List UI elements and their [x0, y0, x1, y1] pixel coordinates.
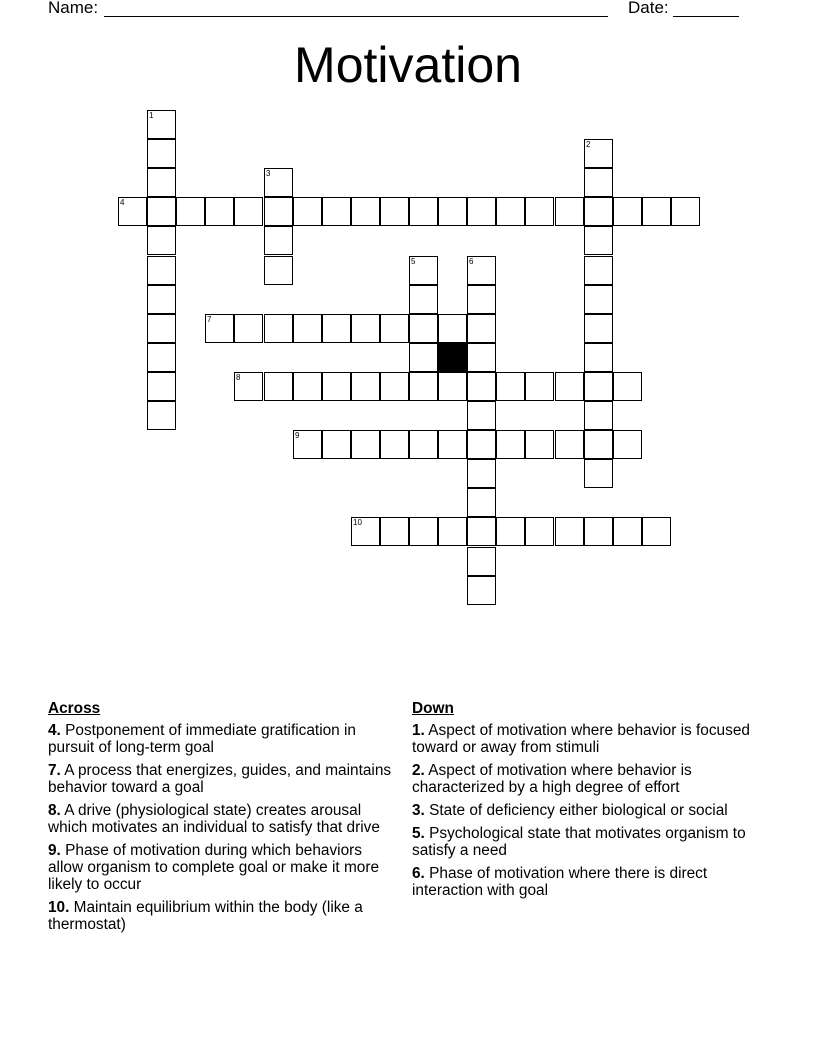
clue-item-text: A process that energizes, guides, and maintains behavior toward a goal: [48, 762, 392, 796]
grid-cell[interactable]: [555, 430, 584, 459]
clue-item: [412, 865, 762, 899]
grid-cell[interactable]: [409, 517, 438, 546]
grid-cell[interactable]: [438, 314, 467, 343]
across-heading: Across: [48, 700, 101, 717]
clue-number: 5: [411, 257, 416, 266]
grid-cell[interactable]: [380, 517, 409, 546]
grid-cell[interactable]: [584, 139, 613, 168]
grid-cell[interactable]: [555, 372, 584, 401]
grid-cell[interactable]: [351, 517, 380, 546]
grid-cell[interactable]: [234, 197, 263, 226]
clue-item-number: 3.: [412, 802, 425, 819]
grid-cell[interactable]: [467, 459, 496, 488]
clue-item: [48, 802, 400, 836]
clue-item: [412, 802, 762, 819]
grid-cell[interactable]: [205, 197, 234, 226]
clue-item-text: Aspect of motivation where behavior is characterized by a high degree of effort: [412, 762, 692, 796]
clue-item: [412, 762, 762, 796]
grid-cell[interactable]: [584, 430, 613, 459]
grid-cell[interactable]: [467, 576, 496, 605]
grid-cell[interactable]: [584, 343, 613, 372]
grid-cell[interactable]: [642, 517, 671, 546]
grid-cell[interactable]: [264, 314, 293, 343]
grid-cell[interactable]: [409, 285, 438, 314]
grid-cell[interactable]: [584, 401, 613, 430]
grid-cell[interactable]: [264, 256, 293, 285]
grid-cell[interactable]: [555, 517, 584, 546]
grid-cell[interactable]: [147, 139, 176, 168]
grid-cell[interactable]: [264, 372, 293, 401]
down-clues: [412, 700, 762, 905]
grid-cell[interactable]: [525, 197, 554, 226]
grid-cell[interactable]: [147, 285, 176, 314]
clue-item: [48, 722, 400, 756]
grid-cell[interactable]: [525, 372, 554, 401]
grid-cell[interactable]: [584, 285, 613, 314]
grid-cell[interactable]: [147, 343, 176, 372]
grid-cell[interactable]: [380, 430, 409, 459]
down-clue-list: [412, 722, 762, 899]
across-clue-list: [48, 722, 400, 933]
clue-item-text: Psychological state that motivates organism to satisfy a need: [412, 825, 746, 859]
grid-cell[interactable]: [147, 401, 176, 430]
grid-cell[interactable]: [264, 226, 293, 255]
grid-cell[interactable]: [293, 372, 322, 401]
grid-cell[interactable]: [322, 430, 351, 459]
clue-item-text: Phase of motivation where there is direct interaction with goal: [412, 865, 708, 899]
clue-number: 10: [353, 518, 362, 527]
grid-cell[interactable]: [322, 197, 351, 226]
grid-cell[interactable]: [584, 197, 613, 226]
grid-cell[interactable]: [147, 110, 176, 139]
grid-cell[interactable]: [264, 197, 293, 226]
date-label: Date:: [628, 0, 669, 17]
grid-cell[interactable]: [584, 517, 613, 546]
grid-cell[interactable]: [613, 517, 642, 546]
clue-item: [48, 899, 400, 933]
grid-cell[interactable]: [322, 372, 351, 401]
clue-item-text: Phase of motivation during which behaviors allow organism to complete goal or make it more likely to occur: [48, 842, 380, 893]
grid-cell[interactable]: [438, 430, 467, 459]
grid-cell[interactable]: [293, 197, 322, 226]
clue-item-text: State of deficiency either biological or social: [424, 802, 728, 819]
clue-number: 8: [236, 373, 241, 382]
grid-cell[interactable]: [467, 285, 496, 314]
grid-cell[interactable]: [118, 197, 147, 226]
grid-cell[interactable]: [176, 197, 205, 226]
clue-item: [48, 842, 400, 893]
grid-cell[interactable]: [496, 430, 525, 459]
clue-item-number: 9.: [48, 842, 61, 859]
grid-cell[interactable]: [293, 430, 322, 459]
clue-item-number: 10.: [48, 899, 70, 916]
grid-cell[interactable]: [234, 314, 263, 343]
grid-cell[interactable]: [525, 517, 554, 546]
page-title: Motivation: [294, 37, 522, 93]
grid-cell[interactable]: [351, 314, 380, 343]
grid-cell[interactable]: [147, 372, 176, 401]
clue-item: [48, 762, 400, 796]
clue-item-text: Postponement of immediate gratification in pursuit of long-term goal: [48, 722, 356, 756]
grid-cell[interactable]: [351, 430, 380, 459]
grid-cell[interactable]: [351, 197, 380, 226]
clue-number: 4: [120, 198, 125, 207]
grid-cell[interactable]: [147, 168, 176, 197]
grid-cell[interactable]: [584, 459, 613, 488]
clue-item: [412, 825, 762, 859]
grid-cell[interactable]: [496, 197, 525, 226]
clue-item-text: Maintain equilibrium within the body (like a thermostat): [48, 899, 363, 933]
grid-cell[interactable]: [409, 197, 438, 226]
grid-cell[interactable]: [467, 314, 496, 343]
grid-cell[interactable]: [322, 314, 351, 343]
grid-cell[interactable]: [613, 430, 642, 459]
clue-item-number: 8.: [48, 802, 61, 819]
grid-cell[interactable]: [496, 372, 525, 401]
clue-item-number: 2.: [412, 762, 425, 779]
grid-cell[interactable]: [584, 256, 613, 285]
clue-item-number: 7.: [48, 762, 61, 779]
grid-cell[interactable]: [467, 256, 496, 285]
grid-cell[interactable]: [467, 197, 496, 226]
grid-cell[interactable]: [147, 256, 176, 285]
clue-number: 3: [266, 169, 271, 178]
clue-item-text: Aspect of motivation where behavior is focused toward or away from stimuli: [412, 722, 750, 756]
black-cell: [438, 343, 467, 372]
grid-cell[interactable]: [467, 430, 496, 459]
grid-cell[interactable]: [409, 256, 438, 285]
grid-cell[interactable]: [380, 314, 409, 343]
grid-cell[interactable]: [467, 488, 496, 517]
clue-number: 1: [149, 111, 154, 120]
grid-cell[interactable]: [147, 197, 176, 226]
grid-cell[interactable]: [671, 197, 700, 226]
grid-cell[interactable]: [584, 372, 613, 401]
grid-cell[interactable]: [409, 314, 438, 343]
grid-cell[interactable]: [438, 197, 467, 226]
clue-number: 9: [295, 431, 300, 440]
grid-cell[interactable]: [467, 547, 496, 576]
grid-cell[interactable]: [234, 372, 263, 401]
clue-number: 7: [207, 315, 212, 324]
grid-cell[interactable]: [438, 372, 467, 401]
grid-cell[interactable]: [467, 517, 496, 546]
clue-item-text: A drive (physiological state) creates arousal which motivates an individual to satisfy that drive: [48, 802, 380, 836]
clue-number: 2: [586, 140, 591, 149]
grid-cell[interactable]: [147, 314, 176, 343]
across-clues: [48, 700, 400, 939]
clue-item-number: 1.: [412, 722, 425, 739]
clue-item-number: 4.: [48, 722, 61, 739]
grid-cell[interactable]: [467, 343, 496, 372]
grid-cell[interactable]: [409, 343, 438, 372]
grid-cell[interactable]: [496, 517, 525, 546]
grid-cell[interactable]: [584, 168, 613, 197]
grid-cell[interactable]: [409, 372, 438, 401]
clue-item-number: 5.: [412, 825, 425, 842]
grid-cell[interactable]: [380, 197, 409, 226]
grid-cell[interactable]: [555, 197, 584, 226]
grid-cell[interactable]: [613, 372, 642, 401]
grid-cell[interactable]: [613, 197, 642, 226]
down-heading: Down: [412, 700, 454, 717]
grid-cell[interactable]: [642, 197, 671, 226]
grid-cell[interactable]: [293, 314, 322, 343]
grid-cell[interactable]: [584, 314, 613, 343]
grid-cell[interactable]: [380, 372, 409, 401]
name-label: Name:: [48, 0, 99, 17]
grid-cell[interactable]: [525, 430, 554, 459]
grid-cell[interactable]: [438, 517, 467, 546]
grid-cell[interactable]: [351, 372, 380, 401]
clue-number: 6: [469, 257, 474, 266]
grid-cell[interactable]: [205, 314, 234, 343]
clue-item-number: 6.: [412, 865, 425, 882]
clue-item: [412, 722, 762, 756]
grid-cell[interactable]: [467, 401, 496, 430]
grid-cell[interactable]: [467, 372, 496, 401]
grid-cell[interactable]: [409, 430, 438, 459]
grid-cell[interactable]: [147, 226, 176, 255]
grid-cell[interactable]: [584, 226, 613, 255]
grid-cell[interactable]: [264, 168, 293, 197]
